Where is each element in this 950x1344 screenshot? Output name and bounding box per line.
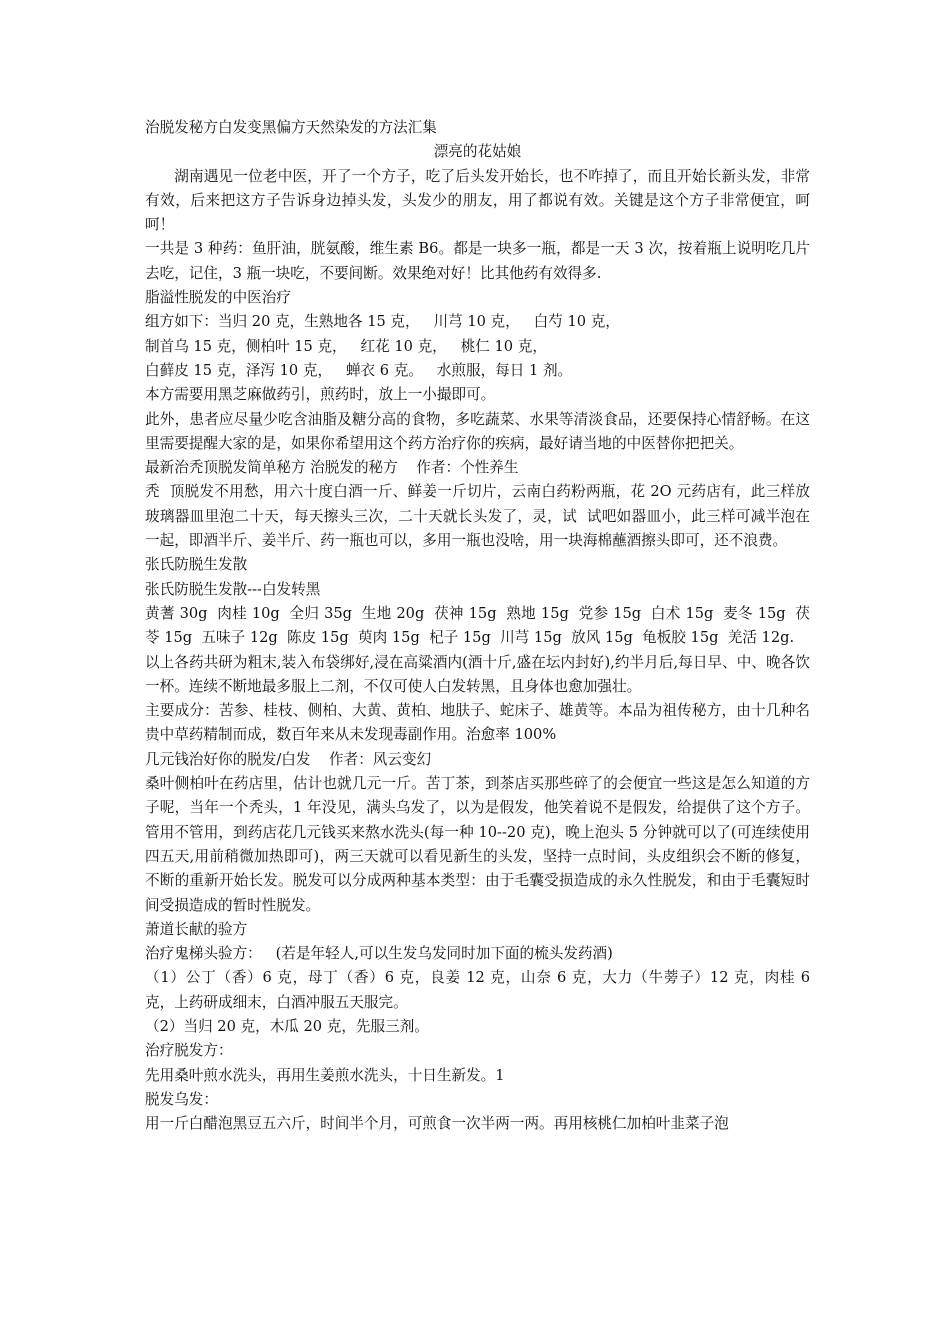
paragraph-advice: 此外，患者应尽量少吃含油脂及糖分高的食物，多吃蔬菜、水果等清淡食品，还要保持心情舒畅。在这里需要提醒大家的是，如果你希望用这个药方治疗你的疾病，最好请当地的中医替你把把关。 [145, 410, 810, 452]
paragraph-baldness-recipe: 秃 顶脱发不用愁，用六十度白酒一斤、鲜姜一斤切片，云南白药粉两瓶，花 2O 元药店有，此三样放玻璃器皿里泡二十天，每天擦头三次，二十天就长头发了，灵，试 试吧如器皿小，此三样可减半泡在一起，即酒半斤、姜半斤、药一瓶也可以，多用一瓶也没啥，用一块海棉蘸酒擦头即可，还不浪费。 [145, 483, 810, 550]
paragraph-ghost-head: 治疗鬼梯头验方： (若是年轻人,可以生发乌发同时加下面的梳头发药酒) [145, 945, 613, 963]
section-heading-xiao: 萧道长献的验方 [145, 920, 248, 938]
document-page [145, 116, 815, 1136]
section-heading-cheap-cure: 几元钱治好你的脱发/白发 作者：风云变幻 [145, 750, 432, 768]
recipe-line-2: 制首乌 15 克，侧柏叶 15 克， 红花 10 克， 桃仁 10 克， [145, 337, 547, 355]
section-heading-hairloss-recipe: 治疗脱发方： [145, 1042, 233, 1060]
doc-title: 治脱发秘方白发变黑偏方天然染发的方法汇集 [145, 119, 437, 136]
paragraph-black-beans: 用一斤白醋泡黑豆五六斤，时间半个月，可煎食一次半两一两。再用核桃仁加柏叶韭菜子泡 [145, 1115, 729, 1133]
section-heading-baldness: 最新治秃顶脱发简单秘方 治脱发的秘方 作者：个性养生 [145, 459, 519, 477]
paragraph-mulberry-wash: 先用桑叶煎水洗头，再用生姜煎水洗头，十日生新发。1 [145, 1066, 505, 1084]
section-heading-seborrheic: 脂溢性脱发的中医治疗 [145, 289, 291, 307]
paragraph-recipe-1: （1）公丁（香）6 克，母丁（香）6 克，良姜 12 克，山奈 6 克，大力（牛蒡子）12 克，肉桂 6 克，上药研成细末，白酒冲服五天服完。 [145, 969, 815, 1011]
paragraph-ingredients: 黄蓍 30g 肉桂 10g 全归 35g 生地 20g 茯神 15g 熟地 15g 党参 15g 白术 15g 麦冬 15g 茯苓 15g 五味子 12g 陈皮 15g 萸肉 15g 杞子 15g 川芎 15g 放风 15g 龟板胶 15g 羌活 12g. [145, 604, 810, 647]
paragraph-recipe-2: （2）当归 20 克，木瓜 20 克，先服三剂。 [145, 1017, 429, 1035]
recipe-line-1: 组方如下：当归 20 克，生熟地各 15 克， 川芎 10 克， 白芍 10 克， [145, 313, 620, 331]
section-heading-black-hair: 脱发乌发： [145, 1090, 218, 1108]
doc-author: 漂亮的花姑娘 [433, 143, 522, 161]
recipe-line-3: 白藓皮 15 克，泽泻 10 克， 蝉衣 6 克。 水煎服，每日 1 剂。 [145, 361, 573, 379]
paragraph-main-components: 主要成分：苦参、桂枝、侧柏、大黄、黄柏、地肤子、蛇床子、雄黄等。本品为祖传秘方，由十几种名贵中草药精制而成，数百年来从未发现毒副作用。治愈率 100% [145, 702, 810, 744]
paragraph-intro: 湖南遇见一位老中医，开了一个方子，吃了后头发开始长，也不咋掉了，而且开始长新头发，非常有效，后来把这方子告诉身边掉头发，头发少的朋友，用了都说有效。关键是这个方子非常便宜，呵呵！ [145, 167, 810, 234]
paragraph-mulberry: 桑叶侧柏叶在药店里，估计也就几元一斤。苦丁茶，到茶店买那些碎了的会便宜一些这是怎么知道的方子呢，当年一个秃头，1 年没见，满头乌发了，以为是假发，他笑着说不是假发，给提供了这个方子。管用不管用，到药店花几元钱买来熬水洗头(每一种 10--20 克)，晚上泡头 5 分钟就可以了(可连续使用四五天,用前稍微加热即可)，两三天就可以看见新生的头发，坚持一点时间，头皮组织会不断的修复，不断的重新开始长发。脱发可以分成两种基本类型：由于毛囊受损造成的永久性脱发，和由于毛囊短时间受损造成的暂时性脱发。 [145, 775, 810, 914]
paragraph-sesame: 本方需要用黑芝麻做药引，煎药时，放上一小撮即可。 [145, 386, 496, 404]
section-subheading-zhang: 张氏防脱生发散---白发转黑 [145, 580, 321, 598]
paragraph-three-drugs: 一共是 3 种药：鱼肝油，胱氨酸，维生素 B6。都是一块多一瓶，都是一天 3 次，按着瓶上说明吃几片去吃，记住，3 瓶一块吃，不要间断。效果绝对好！比其他药有效得多. [145, 240, 810, 282]
section-heading-zhang: 张氏防脱生发散 [145, 556, 248, 574]
paragraph-preparation: 以上各药共研为粗末,装入布袋绑好,浸在高粱酒内(酒十斤,盛在坛内封好),约半月后,每日早、中、晚各饮一杯。连续不断地最多服上二剂，不仅可使人白发转黑，且身体也愈加强壮。 [145, 653, 810, 695]
